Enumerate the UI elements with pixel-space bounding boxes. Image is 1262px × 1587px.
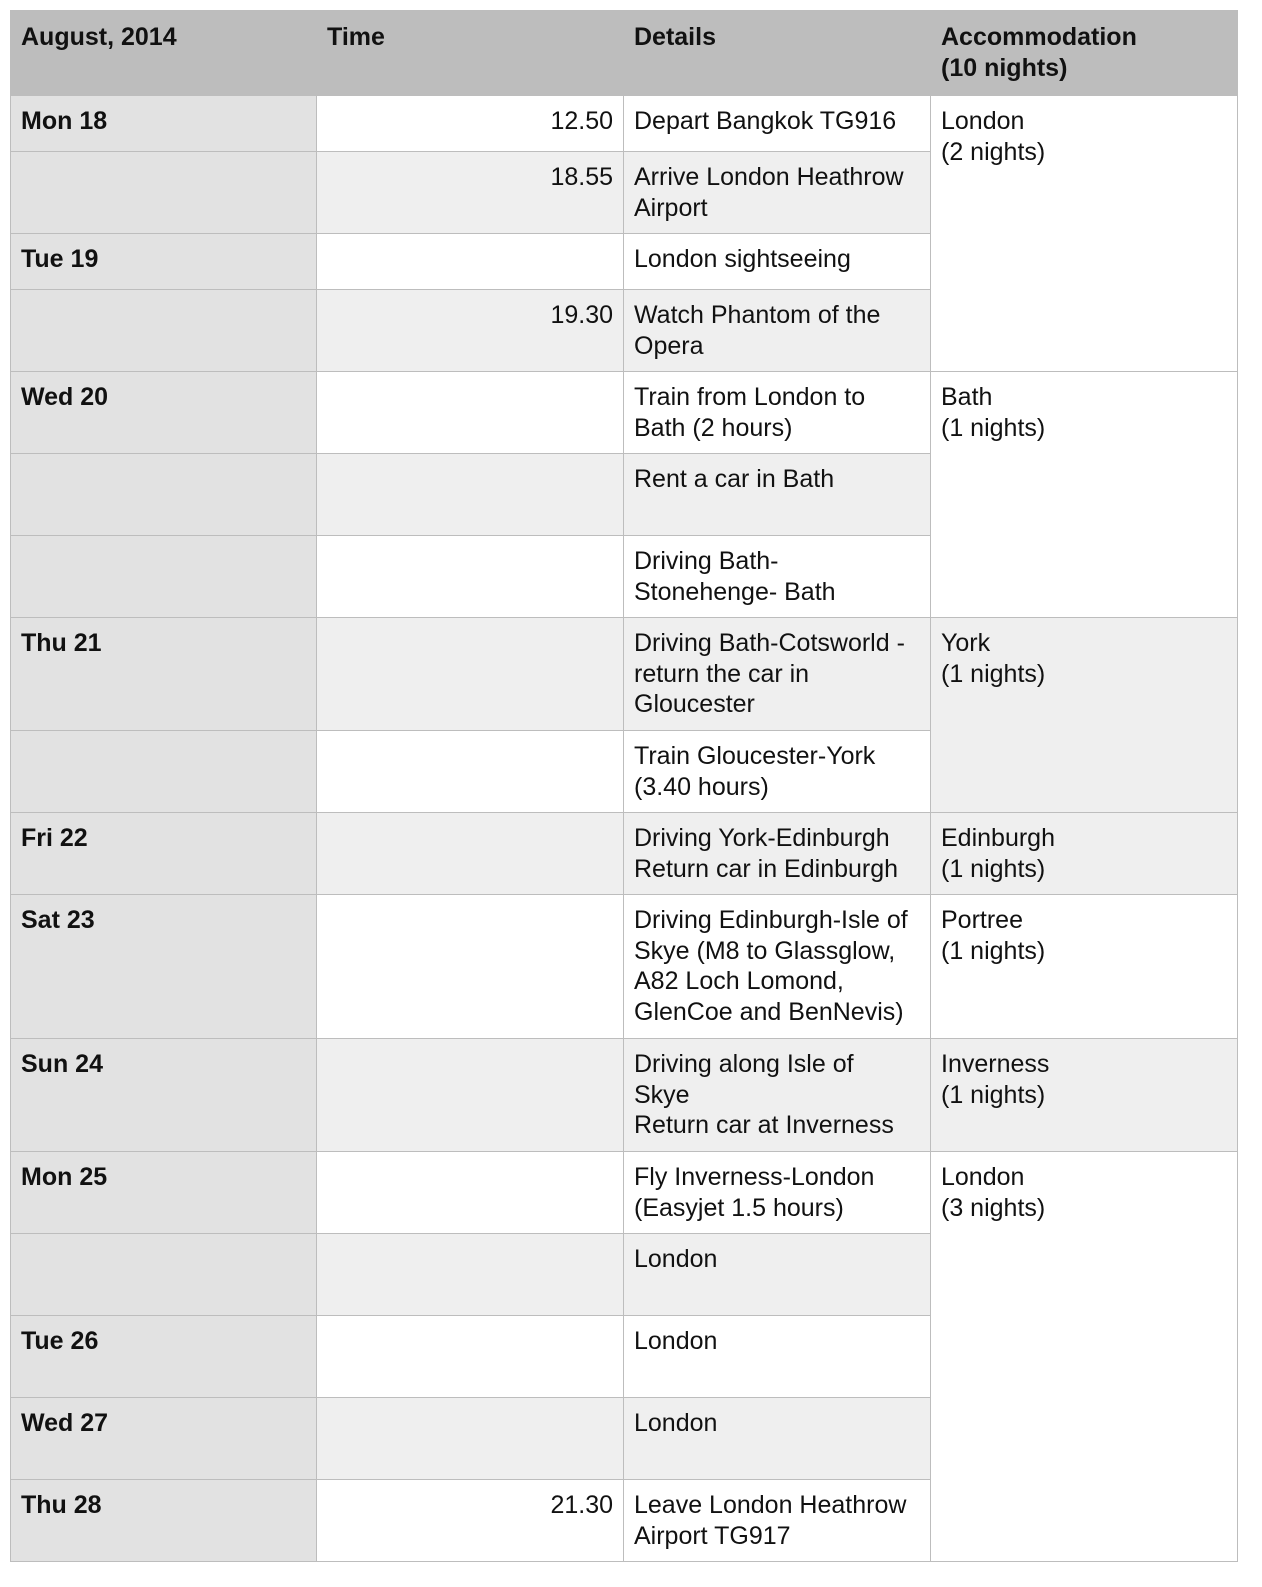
date-cell: Mon 25	[11, 1152, 317, 1234]
date-cell: Sun 24	[11, 1039, 317, 1152]
time-cell	[317, 731, 624, 813]
accommodation-cell: London (2 nights)	[931, 96, 1238, 372]
date-cell: Tue 26	[11, 1316, 317, 1398]
details-cell: London	[624, 1316, 931, 1398]
time-cell: 19.30	[317, 290, 624, 372]
date-cell: Thu 28	[11, 1480, 317, 1562]
details-cell: Rent a car in Bath	[624, 454, 931, 536]
table-row	[11, 895, 1238, 1039]
time-cell	[317, 536, 624, 618]
header-time: Time	[317, 11, 624, 96]
time-cell	[317, 1152, 624, 1234]
details-cell: London	[624, 1398, 931, 1480]
table-row	[11, 372, 1238, 454]
accommodation-cell: Portree (1 nights)	[931, 895, 1238, 1039]
date-cell	[11, 152, 317, 234]
date-cell	[11, 731, 317, 813]
header-accommodation: Accommodation (10 nights)	[931, 11, 1238, 96]
time-cell: 18.55	[317, 152, 624, 234]
date-cell	[11, 454, 317, 536]
time-cell	[317, 618, 624, 731]
details-cell: Driving Bath-Cotsworld - return the car in Gloucester	[624, 618, 931, 731]
table-row	[11, 618, 1238, 731]
header-row	[11, 11, 1238, 96]
date-cell	[11, 290, 317, 372]
time-cell	[317, 895, 624, 1039]
header-details: Details	[624, 11, 931, 96]
accommodation-cell: Bath (1 nights)	[931, 372, 1238, 618]
table-row	[11, 1152, 1238, 1234]
date-cell	[11, 1234, 317, 1316]
date-cell: Wed 27	[11, 1398, 317, 1480]
time-cell	[317, 372, 624, 454]
details-cell: Arrive London Heathrow Airport	[624, 152, 931, 234]
details-cell: Driving Edinburgh-Isle of Skye (M8 to Glassglow, A82 Loch Lomond, GlenCoe and BenNevis)	[624, 895, 931, 1039]
date-cell: Mon 18	[11, 96, 317, 152]
time-cell	[317, 1316, 624, 1398]
details-cell: Train from London to Bath (2 hours)	[624, 372, 931, 454]
table-row	[11, 1039, 1238, 1152]
details-cell: London sightseeing	[624, 234, 931, 290]
date-cell: Sat 23	[11, 895, 317, 1039]
date-cell: Thu 21	[11, 618, 317, 731]
time-cell	[317, 454, 624, 536]
details-cell: London	[624, 1234, 931, 1316]
header-date: August, 2014	[11, 11, 317, 96]
details-cell: Driving York-Edinburgh Return car in Edinburgh	[624, 813, 931, 895]
date-cell: Fri 22	[11, 813, 317, 895]
date-cell	[11, 536, 317, 618]
details-cell: Fly Inverness-London (Easyjet 1.5 hours)	[624, 1152, 931, 1234]
time-cell	[317, 1039, 624, 1152]
details-cell: Leave London Heathrow Airport TG917	[624, 1480, 931, 1562]
time-cell	[317, 234, 624, 290]
table-row	[11, 96, 1238, 152]
itinerary-table	[10, 10, 1238, 1562]
details-cell: Depart Bangkok TG916	[624, 96, 931, 152]
time-cell	[317, 813, 624, 895]
accommodation-cell: Edinburgh (1 nights)	[931, 813, 1238, 895]
time-cell	[317, 1398, 624, 1480]
accommodation-cell: York (1 nights)	[931, 618, 1238, 813]
details-cell: Driving along Isle of Skye Return car at Inverness	[624, 1039, 931, 1152]
time-cell	[317, 1234, 624, 1316]
date-cell: Tue 19	[11, 234, 317, 290]
details-cell: Watch Phantom of the Opera	[624, 290, 931, 372]
date-cell: Wed 20	[11, 372, 317, 454]
table-row	[11, 813, 1238, 895]
accommodation-cell: Inverness (1 nights)	[931, 1039, 1238, 1152]
details-cell: Driving Bath- Stonehenge- Bath	[624, 536, 931, 618]
time-cell: 12.50	[317, 96, 624, 152]
time-cell: 21.30	[317, 1480, 624, 1562]
details-cell: Train Gloucester-York (3.40 hours)	[624, 731, 931, 813]
accommodation-cell: London (3 nights)	[931, 1152, 1238, 1562]
